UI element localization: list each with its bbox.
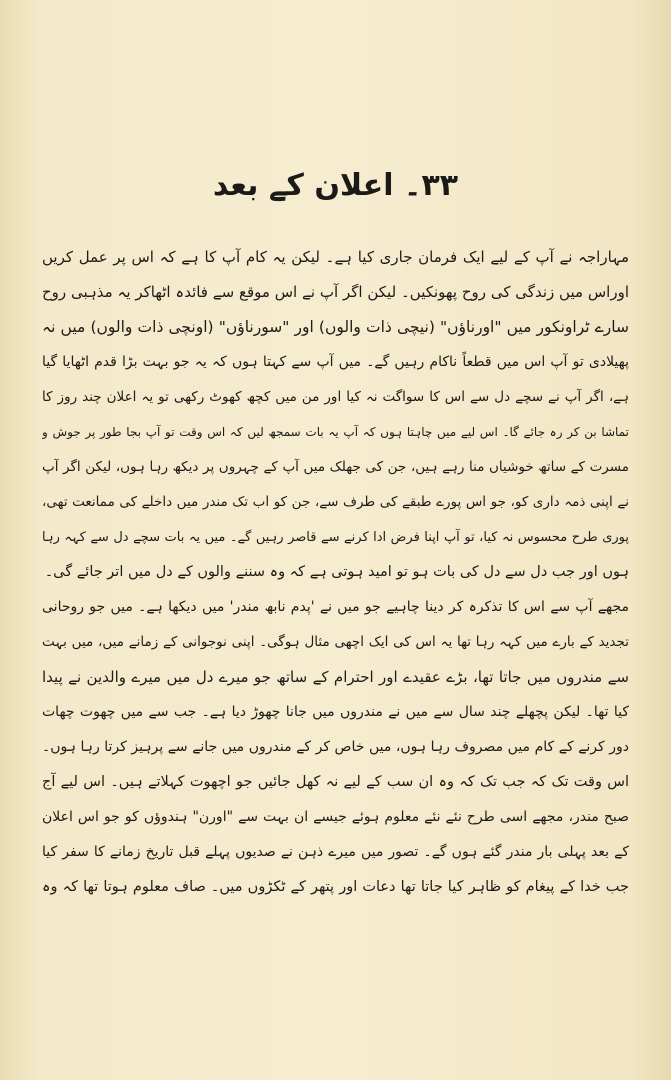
text-line: کے بعد پہلی بار مندر گئے ہوں گے۔ تصور میں میرے ذہن نے صدیوں پہلے قبل تاریخ زمانے کا سفر کیا [42, 844, 629, 860]
text-line: جب خدا کے پیغام کو ظاہر کیا جاتا تھا دعات اور پتھر کے ٹکڑوں میں۔ صاف معلوم ہوتا تھا کہ وہ [42, 879, 629, 895]
text-line: اس وقت تک کہ جب تک کہ وہ ان سب کے لیے نہ کھل جائیں جو اچھوت کہلاتے ہیں۔ اس لیے آج [42, 774, 629, 790]
text-line: مسرت کے ساتھ خوشیاں منا رہے ہیں، جن کی جھلک میں آپ کے چہروں پر دیکھ رہا ہوں، لیکن اگر آپ [42, 459, 629, 475]
text-line: سارے ٹراونکور میں "اورناؤں" (نیچی ذات والوں) اور "سورناؤں" (اونچی ذات والوں) میں نہ [42, 318, 629, 336]
chapter-title: ۳۳۔ اعلان کے بعد [212, 168, 459, 203]
text-line: کیا تھا۔ لیکن پچھلے چند سال سے میں نے مندروں میں جانا چھوڑ دیا ہے۔ جب سے میں چھوت چھات [42, 704, 629, 720]
text-line: صبح مندر، مجھے اسی طرح نئے نئے معلوم ہوئے جیسے ان بہت سے "اورن" ہندوؤں کو جو اس اعلان [42, 809, 629, 825]
text-line: سے مندروں میں جاتا تھا، بڑے عقیدے اور احترام کے ساتھ جو میرے دل میں میرے والدین نے پیدا [42, 668, 629, 686]
body-text [42, 240, 629, 905]
text-line: تجدید کے بارے میں کہہ رہا تھا یہ اس کی ایک اچھی مثال ہوگی۔ اپنی نوجوانی کے زمانے میں، میں بہت [42, 634, 629, 650]
text-line: تماشا بن کر رہ جائے گا۔ اس لیے میں چاہتا ہوں کہ آپ یہ بات سمجھ لیں کہ اس وقت تو آپ بجا طور پر جوش و [42, 425, 629, 439]
text-line: مہاراجہ نے آپ کے لیے ایک فرمان جاری کیا ہے۔ لیکن یہ کام آپ کا ہے کہ اس پر عمل کریں [42, 248, 629, 266]
text-line: مجھے آپ سے اس کا تذکرہ کر دینا چاہیے جو میں نے 'پدم نابھ مندر' میں دیکھا ہے۔ میں جو روحانی [42, 599, 629, 615]
text-line: ہوں اور جب دل سے دل کی بات ہو تو امید ہوتی ہے کہ وہ سننے والوں کے دل میں اتر جائے گی۔ [44, 564, 629, 580]
text-line: دور کرنے کے کام میں مصروف رہا ہوں، میں خاص کر کے مندروں میں جانے سے پرہیز کرتا رہا ہوں۔ [42, 739, 629, 755]
text-line: ہے، اگر آپ نے سچے دل سے اس کا سواگت نہ کیا اور من میں کچھ کھوٹ رکھی تو یہ اعلان چند روز کا [42, 389, 629, 405]
text-line: پھیلادی تو آپ اس میں قطعاً ناکام رہیں گے۔ میں آپ سے کہتا ہوں کہ یہ جو بہت بڑا قدم اٹھایا گیا [42, 354, 629, 370]
text-line: نے اپنی ذمہ داری کو، جو اس پورے طبقے کی طرف سے، جن کو اب تک مندر میں داخلے کی ممانعت تھی، [42, 494, 629, 510]
text-line: اوراس میں زندگی کی روح پھونکیں۔ لیکن اگر آپ نے اس موقع سے فائدہ اٹھاکر یہ مذہبی روح [42, 283, 629, 301]
text-line: پوری طرح محسوس نہ کیا، تو آپ اپنا فرض ادا کرنے سے قاصر رہیں گے۔ میں یہ بات سچے دل سے کہہ رہا [42, 530, 629, 545]
